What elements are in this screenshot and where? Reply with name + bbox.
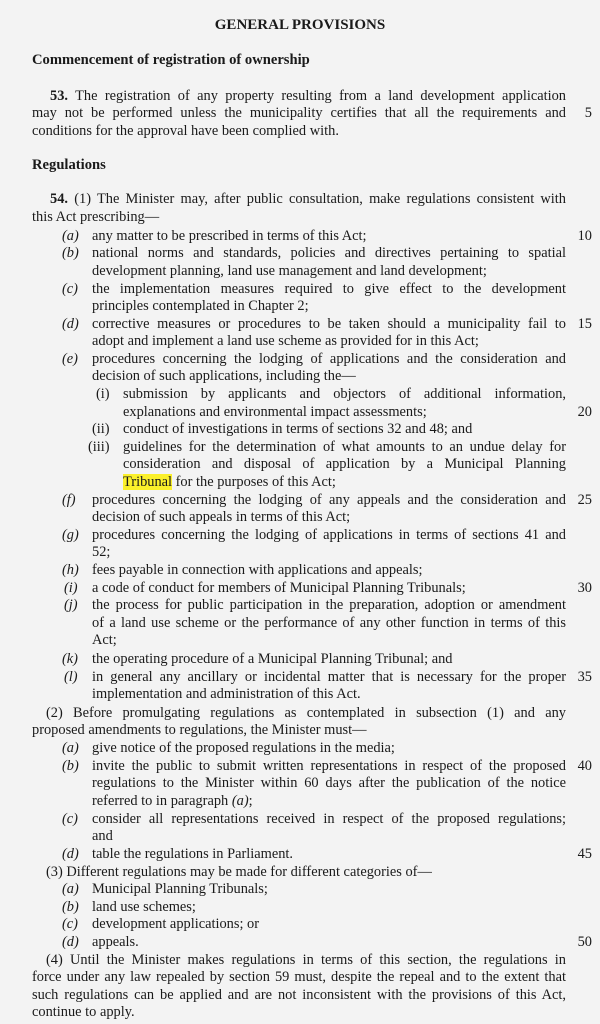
s53-number: 53. xyxy=(50,88,68,104)
subitem-i-line-2: explanations and environmental impact assessments; xyxy=(123,404,427,420)
line-number-50: 50 xyxy=(577,934,592,950)
p2-b-line-2: regulations to the Minister within 60 days after the publication of the notice xyxy=(92,775,566,791)
p3-b-text: land use schemes; xyxy=(92,899,196,915)
s54-p2-line-1: (2) Before promulgating regulations as contemplated in subsection (1) and any xyxy=(46,705,566,721)
s54-number: 54. xyxy=(50,191,68,207)
s54-p4-line-2: force under any law repealed by section 59 must, despite the repeal and to the extent that xyxy=(32,969,566,985)
item-label-j: (j) xyxy=(64,597,78,613)
item-label-i: (i) xyxy=(64,580,78,596)
p3-label-c: (c) xyxy=(62,916,78,932)
line-number-35: 35 xyxy=(577,669,592,685)
item-g-line-1: procedures concerning the lodging of applications in terms of sections 41 and xyxy=(92,527,566,543)
subitem-label-ii: (ii) xyxy=(92,421,110,437)
item-label-c: (c) xyxy=(62,281,78,297)
highlighted-word: Tribunal xyxy=(123,474,173,490)
item-j-line-2: of a land use scheme or the performance of any other function in terms of this xyxy=(92,615,566,631)
p2-label-d: (d) xyxy=(62,846,79,862)
item-i-text: a code of conduct for members of Municipal Planning Tribunals; xyxy=(92,580,466,596)
s54-p4-line-4: continue to apply. xyxy=(32,1004,135,1020)
subitem-iii-line-3: Tribunal for the purposes of this Act; xyxy=(123,474,336,490)
item-e-line-2: decision of such applications, including the— xyxy=(92,368,356,384)
item-l-line-1: in general any ancillary or incidental matter that is necessary for the proper xyxy=(92,669,566,685)
p3-label-b: (b) xyxy=(62,899,79,915)
p3-d-text: appeals. xyxy=(92,934,139,950)
item-l-line-2: implementation and administration of this Act. xyxy=(92,686,361,702)
item-label-l: (l) xyxy=(64,669,78,685)
s54-p3-line: (3) Different regulations may be made for different categories of— xyxy=(46,864,432,880)
s53-line-1: 53. The registration of any property resulting from a land development application xyxy=(50,88,566,104)
p2-b-line-3: referred to in paragraph (a); xyxy=(92,793,253,809)
p2-b-line-1: invite the public to submit written representations in respect of the proposed xyxy=(92,758,566,774)
item-label-k: (k) xyxy=(62,651,78,667)
p2-a-text: give notice of the proposed regulations in the media; xyxy=(92,740,395,756)
subitem-iii-line-1: guidelines for the determination of what amounts to an undue delay for xyxy=(123,439,566,455)
item-b-line-1: national norms and standards, policies and directives pertaining to spatial xyxy=(92,245,566,261)
s54-p4-line-1: (4) Until the Minister makes regulations in terms of this section, the regulations in xyxy=(46,952,566,968)
item-label-a: (a) xyxy=(62,228,79,244)
s54-p1-line-1: 54. (1) The Minister may, after public consultation, make regulations consistent with xyxy=(50,191,566,207)
s53-line-3: conditions for the approval have been complied with. xyxy=(32,123,339,139)
item-label-h: (h) xyxy=(62,562,79,578)
item-label-d: (d) xyxy=(62,316,79,332)
subitem-iii-line-2: consideration and disposal of application by a Municipal Planning xyxy=(123,456,566,472)
s54-p1-line-2: this Act prescribing— xyxy=(32,209,160,225)
item-k-text: the operating procedure of a Municipal Planning Tribunal; and xyxy=(92,651,453,667)
line-number-40: 40 xyxy=(577,758,592,774)
item-j-line-1: the process for public participation in the preparation, adoption or amendment xyxy=(92,597,566,613)
item-label-f: (f) xyxy=(62,492,76,508)
line-number-25: 25 xyxy=(577,492,592,508)
item-f-line-2: decision of such appeals in terms of this Act; xyxy=(92,509,351,525)
p2-label-a: (a) xyxy=(62,740,79,756)
line-number-30: 30 xyxy=(577,580,592,596)
p2-c-line-1: consider all representations received in respect of the proposed regulations; xyxy=(92,811,566,827)
line-number-10: 10 xyxy=(577,228,592,244)
p2-d-text: table the regulations in Parliament. xyxy=(92,846,294,862)
page-title: GENERAL PROVISIONS xyxy=(214,17,386,33)
s54-p4-line-3: such regulations can be applied and are not inconsistent with the provisions of this Act, xyxy=(32,987,566,1003)
item-g-line-2: 52; xyxy=(92,544,111,560)
subitem-label-i: (i) xyxy=(96,386,110,402)
p2-label-c: (c) xyxy=(62,811,78,827)
section-54-heading: Regulations xyxy=(32,157,106,173)
p3-label-d: (d) xyxy=(62,934,79,950)
subitem-i-line-1: submission by applicants and objectors of additional information, xyxy=(123,386,566,402)
item-label-b: (b) xyxy=(62,245,79,261)
subitem-ii-text: conduct of investigations in terms of sections 32 and 48; and xyxy=(123,421,473,437)
item-d-line-1: corrective measures or procedures to be taken should a municipality fail to xyxy=(92,316,566,332)
item-h-text: fees payable in connection with applications and appeals; xyxy=(92,562,423,578)
item-j-line-3: Act; xyxy=(92,632,117,648)
item-d-line-2: adopt and implement a land use scheme as provided for in this Act; xyxy=(92,333,479,349)
s53-line-2: may not be performed unless the municipality certifies that all the requirements and xyxy=(32,105,566,121)
s54-p2-line-2: proposed amendments to regulations, the Minister must— xyxy=(32,722,367,738)
p3-c-text: development applications; or xyxy=(92,916,260,932)
item-label-g: (g) xyxy=(62,527,79,543)
item-e-line-1: procedures concerning the lodging of applications and the consideration and xyxy=(92,351,566,367)
item-c-line-2: principles contemplated in Chapter 2; xyxy=(92,298,309,314)
line-number-15: 15 xyxy=(577,316,592,332)
item-label-e: (e) xyxy=(62,351,78,367)
line-number-20: 20 xyxy=(577,404,592,420)
line-number-5: 5 xyxy=(584,105,592,121)
section-53-heading: Commencement of registration of ownership xyxy=(32,52,310,68)
item-f-line-1: procedures concerning the lodging of any appeals and the consideration and xyxy=(92,492,566,508)
p3-label-a: (a) xyxy=(62,881,79,897)
item-c-line-1: the implementation measures required to give effect to the development xyxy=(92,281,566,297)
subitem-label-iii: (iii) xyxy=(88,439,110,455)
item-a-text: any matter to be prescribed in terms of this Act; xyxy=(92,228,367,244)
p3-a-text: Municipal Planning Tribunals; xyxy=(92,881,268,897)
paragraph-ref: (a) xyxy=(231,793,249,809)
line-number-45: 45 xyxy=(577,846,592,862)
item-b-line-2: development planning, land use management and land development; xyxy=(92,263,487,279)
p2-label-b: (b) xyxy=(62,758,79,774)
p2-c-line-2: and xyxy=(92,828,113,844)
